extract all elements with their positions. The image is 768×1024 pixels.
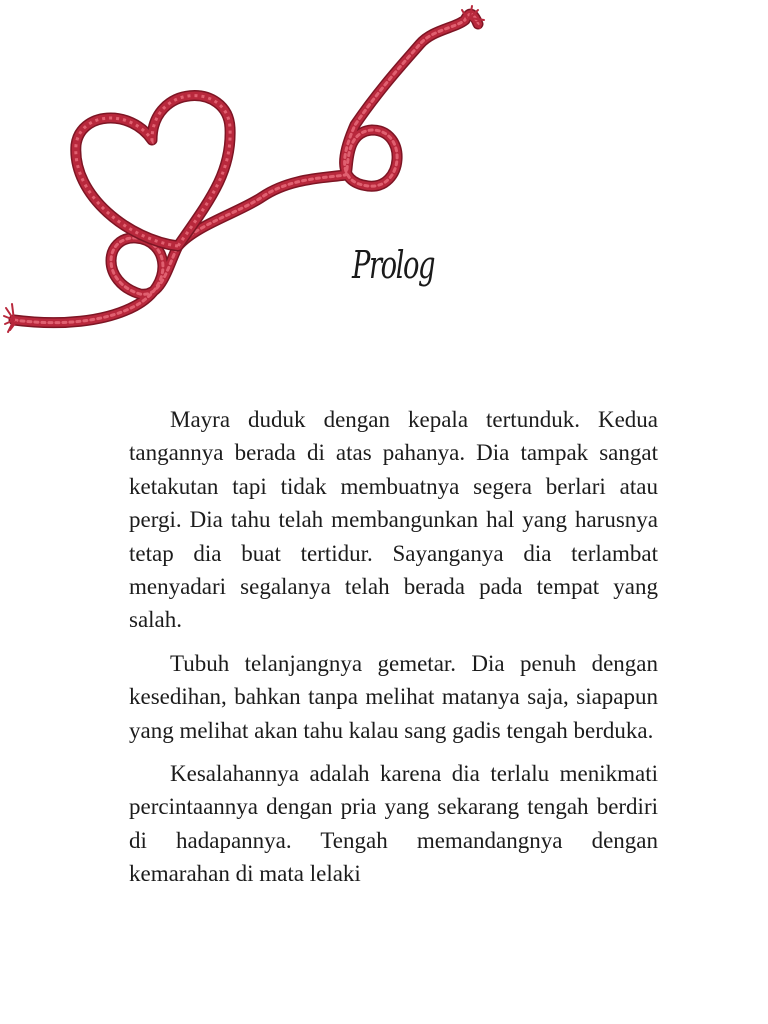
body-text — [129, 403, 658, 901]
paragraph: Mayra duduk dengan kepala tertunduk. Kedua tangannya berada di atas pahanya. Dia tampak sangat ketakutan tapi tidak membuatnya segera berlari atau pergi. Dia tahu telah membangunkan hal yang harusnya tetap dia buat tertidur. Sayanganya dia terlambat menyadari segalanya telah berada pada tempat yang salah. — [129, 407, 658, 633]
paragraph: Tubuh telanjangnya gemetar. Dia penuh dengan kesedihan, bahkan tanpa melihat matanya saja, siapapun yang melihat akan tahu kalau sang gadis tengah berduka. — [129, 650, 658, 743]
paragraph: Kesalahannya adalah karena dia terlalu menikmati percintaannya dengan pria yang sekarang tengah berdiri di hadapannya. Tengah memandangnya dengan kemarahan di mata lelaki — [129, 761, 658, 887]
red-rope-illustration — [0, 0, 500, 345]
rope-frayed-end-left — [4, 304, 16, 332]
chapter-title: Prolog — [352, 243, 435, 287]
